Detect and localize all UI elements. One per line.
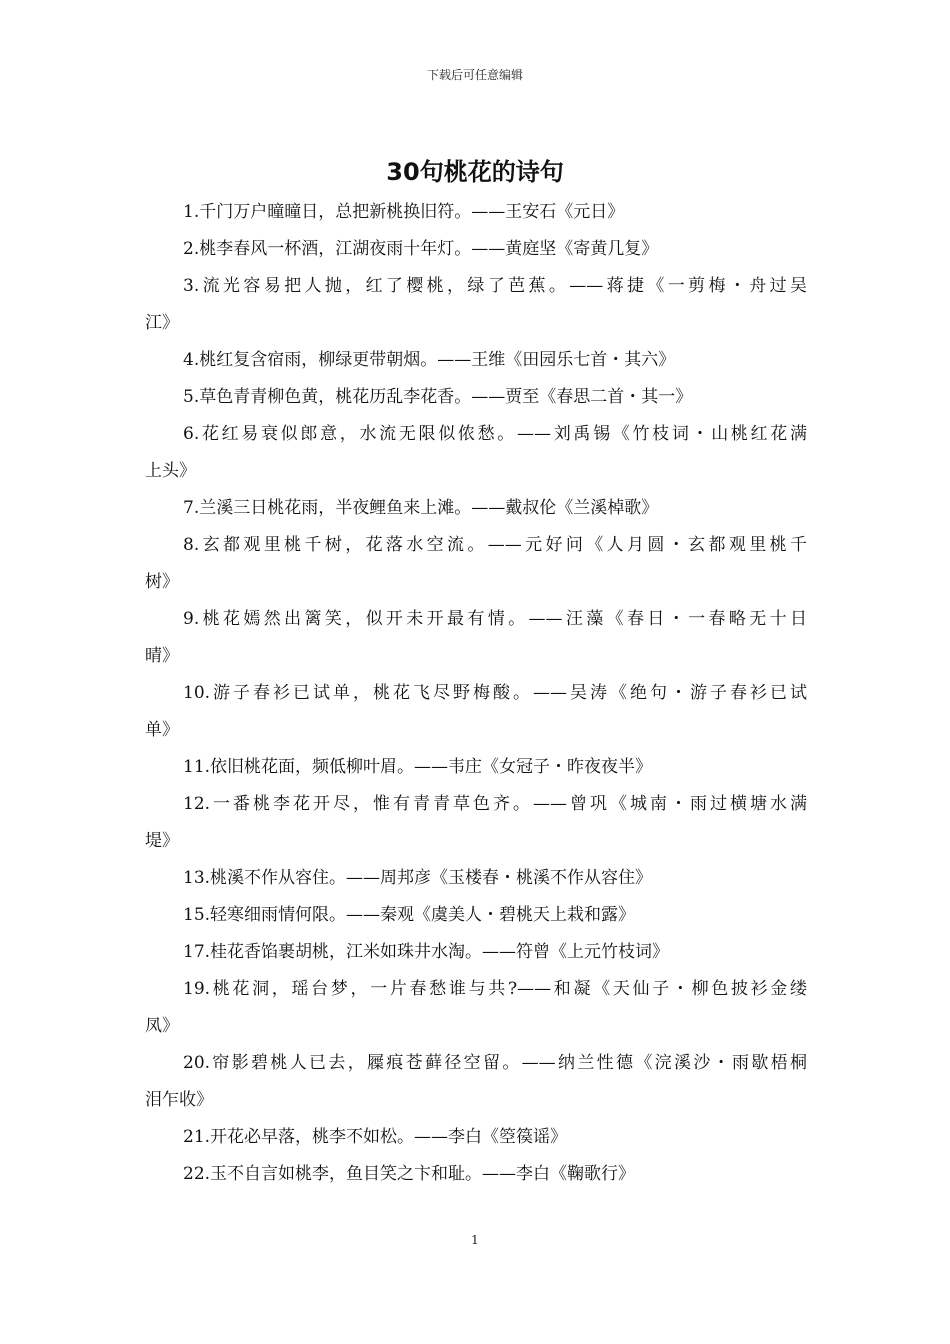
poem-line: 13.桃溪不作从容住。——周邦彦《玉楼春・桃溪不作从容住》 [183,868,653,888]
poem-line: 2.桃李春风一杯酒，江湖夜雨十年灯。——黄庭坚《寄黄几复》 [183,239,659,259]
page-number: 1 [471,1233,479,1247]
poem-line: 21.开花必早落，桃李不如松。——李白《箜篌谣》 [183,1127,568,1147]
poem-line: 15.轻寒细雨情何限。——秦观《虞美人・碧桃天上栽和露》 [183,905,636,925]
poem-line: 9.桃花嫣然出篱笑，似开未开最有情。——汪藻《春日・一春略无十日 [183,609,807,629]
poem-line: 8.玄都观里桃千树，花落水空流。——元好问《人月圆・玄都观里桃千 [183,535,807,555]
poem-line: 江》 [145,313,179,333]
poem-line: 19.桃花洞，瑶台梦，一片春愁谁与共?——和凝《天仙子・柳色披衫金缕 [183,979,807,999]
poem-line: 20.帘影碧桃人已去，屧痕苍藓径空留。——纳兰性德《浣溪沙・雨歇梧桐 [183,1053,807,1073]
poem-line: 凤》 [145,1016,179,1036]
poem-list [145,194,807,1193]
poem-line: 10.游子春衫已试单，桃花飞尽野梅酸。——吴涛《绝句・游子春衫已试 [183,683,807,703]
poem-line: 1.千门万户曈曈日，总把新桃换旧符。——王安石《元日》 [183,202,625,222]
document-title: 30句桃花的诗句 [386,158,564,186]
poem-line: 6.花红易衰似郎意，水流无限似侬愁。——刘禹锡《竹枝词・山桃红花满 [183,424,807,444]
poem-line: 晴》 [145,646,179,666]
poem-line: 上头》 [145,461,196,481]
poem-line: 12.一番桃李花开尽，惟有青青草色齐。——曾巩《城南・雨过横塘水满 [183,794,807,814]
poem-line: 11.依旧桃花面，频低柳叶眉。——韦庄《女冠子・昨夜夜半》 [183,757,653,777]
poem-line: 5.草色青青柳色黄，桃花历乱李花香。——贾至《春思二首・其一》 [183,387,693,407]
page-header: 下载后可任意编辑 [426,68,523,82]
poem-line: 堤》 [145,831,179,851]
poem-line: 4.桃红复含宿雨，柳绿更带朝烟。——王维《田园乐七首・其六》 [183,350,676,370]
poem-line: 17.桂花香馅裹胡桃，江米如珠井水淘。——符曾《上元竹枝词》 [183,942,670,962]
poem-line: 7.兰溪三日桃花雨，半夜鲤鱼来上滩。——戴叔伦《兰溪棹歌》 [183,498,659,518]
poem-line: 22.玉不自言如桃李，鱼目笑之卞和耻。——李白《鞠歌行》 [183,1164,636,1184]
poem-line: 树》 [145,572,179,592]
poem-line: 单》 [145,720,179,740]
poem-line: 泪乍收》 [145,1090,213,1110]
poem-line: 3.流光容易把人抛，红了樱桃，绿了芭蕉。——蒋捷《一剪梅・舟过吴 [183,276,807,296]
